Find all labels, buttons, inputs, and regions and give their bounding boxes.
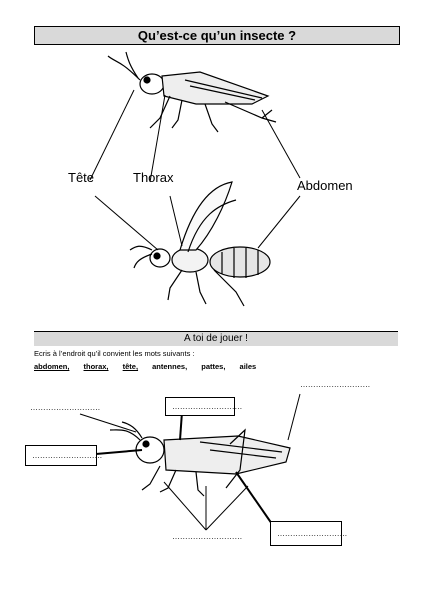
label-abdomen: Abdomen <box>297 178 353 193</box>
blank-thorax[interactable]: ……………………… <box>172 402 243 411</box>
label-thorax: Thorax <box>133 170 174 185</box>
word-abdomen: abdomen, <box>34 362 70 371</box>
blank-legs[interactable]: ……………………… <box>172 532 243 541</box>
label-head: Tête <box>68 170 95 185</box>
worksheet-title: Qu’est-ce qu’un insecte ? <box>34 26 400 45</box>
word-legs: pattes, <box>201 362 226 371</box>
blank-antennae[interactable]: ……………………… <box>30 403 101 412</box>
answer-box-head[interactable] <box>25 445 103 466</box>
word-antennae: antennes, <box>152 362 188 371</box>
word-head: tête, <box>122 362 139 371</box>
exercise-instruction: Ecris à l’endroit qu’il convient les mots suivants : <box>34 349 195 358</box>
blank-head[interactable]: ……………………… <box>32 451 103 460</box>
blank-wings[interactable]: ……………………… <box>300 380 371 389</box>
answer-box-abdomen[interactable] <box>270 521 348 546</box>
grasshopper-bottom-illustration <box>110 422 290 496</box>
word-bank <box>34 362 268 372</box>
blank-abdomen[interactable]: ……………………… <box>277 529 348 538</box>
exercise-heading: A toi de jouer ! <box>34 331 398 346</box>
word-wings: ailes <box>239 362 257 371</box>
answer-box-thorax[interactable] <box>165 397 243 416</box>
word-thorax: thorax, <box>83 362 109 371</box>
